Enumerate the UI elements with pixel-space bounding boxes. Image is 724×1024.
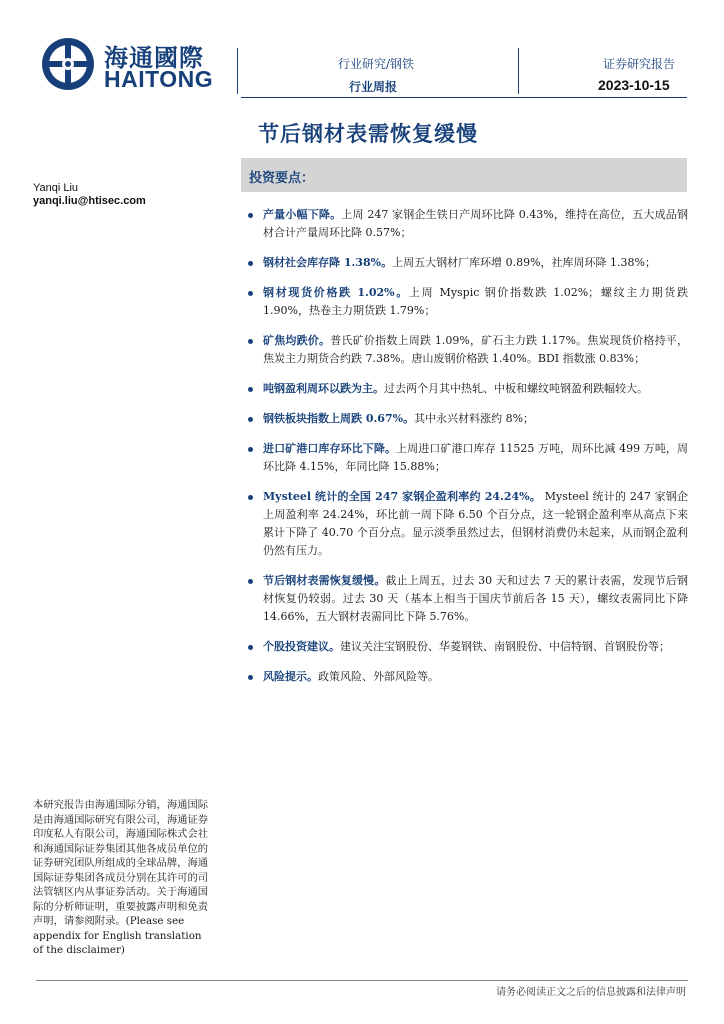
bullet-icon [248, 339, 253, 344]
author-block [33, 182, 146, 208]
bullet-heading: 吨钢盈利周环以跌为主。 [263, 382, 384, 395]
haitong-logo-icon [40, 36, 96, 92]
list-item [248, 206, 688, 242]
bullet-heading: 个股投资建议。 [263, 640, 340, 653]
bullet-text: 上周五大钢材厂库环增 0.89%，社库周环降 1.38%； [392, 256, 656, 269]
bullet-text: 截止上周五，过去 30 天和过去 7 天的累计表需，发现节后钢材恢复仍较弱。过去 30 天（基本上相当于国庆节前后各 15 天），螺纹表需同比下降 14.66%，五大钢材表需同比下降 5.76%。 [263, 574, 688, 623]
bullet-heading: 钢铁板块指数上周跌 0.67%。 [263, 412, 415, 425]
list-item [248, 572, 688, 626]
report-date: 2023-10-15 [598, 77, 670, 93]
list-item [248, 254, 688, 272]
bullet-icon [248, 387, 253, 392]
bullet-text: 上周 Myspic 钢价指数跌 1.02%；螺纹主力期货跌 1.90%，热卷主力期货跌 1.79%； [263, 286, 688, 317]
list-item [248, 410, 688, 428]
bullet-heading: 钢材社会库存降 1.38%。 [263, 256, 393, 269]
bullet-text: 上周 247 家钢企生铁日产周环比降 0.43%，维持在高位，五大成品钢材合计产量周环比降 0.57%； [263, 208, 688, 239]
logo-chinese-name: 海通國際 [104, 44, 204, 72]
list-item [248, 332, 688, 368]
bullet-text: 政策风险、外部风险等。 [318, 670, 439, 683]
disclaimer-text: 本研究报告由海通国际分销，海通国际是由海通国际研究有限公司，海通证券印度私人有限公司，海通国际株式会社和海通国际证券集团其他各成员单位的证券研究团队所组成的全球品牌，海通国际证券集团各成员分别在其许可的司法管辖区内从事证券活动。关于海通国际的分析师证明，重要披露声明和免责声明，请参阅附录。(Please see appendix for English translation of the disclaimer) [33, 799, 209, 956]
document-label: 证券研究报告 [603, 57, 676, 71]
bullet-icon [248, 579, 253, 584]
bullet-icon [248, 675, 253, 680]
section-title: 投资要点： [249, 171, 315, 186]
bullet-heading: 产量小幅下降。 [263, 208, 342, 221]
bullet-icon [248, 447, 253, 452]
bullet-text: 普氏矿价指数上周跌 1.09%，矿石主力跌 1.17%。焦炭现货价格持平，焦炭主力期货合约跌 7.38%。唐山废钢价格跌 1.40%。BDI 指数涨 0.83%； [263, 334, 689, 365]
bullet-heading: 风险提示。 [263, 670, 318, 683]
haitong-logo [40, 36, 220, 92]
header-divider [518, 48, 519, 94]
section-header [241, 158, 687, 192]
list-item [248, 638, 688, 656]
report-type: 行业周报 [349, 80, 398, 94]
list-item [248, 284, 688, 320]
list-item [248, 488, 688, 560]
footer-notice: 请务必阅读正文之后的信息披露和法律声明 [496, 987, 686, 998]
bullet-heading: Mysteel 统计的全国 247 家钢企盈利率约 24.24%。 [263, 490, 542, 503]
bullet-text: 过去两个月其中热轧、中板和螺纹吨钢盈利跌幅较大。 [384, 382, 648, 395]
bullet-text: 建议关注宝钢股份、华菱钢铁、南钢股份、中信特钢、首钢股份等； [340, 640, 670, 653]
bullet-icon [248, 261, 253, 266]
report-category: 行业研究/钢铁 [338, 57, 415, 71]
bullet-heading: 进口矿港口库存环比下降。 [263, 442, 397, 455]
bullet-text: 上周进口矿港口库存 11525 万吨，周环比减 499 万吨，周环比降 4.15%，年同比降 15.88%； [263, 442, 689, 473]
bullet-heading: 节后钢材表需恢复缓慢。 [263, 574, 386, 587]
list-item [248, 668, 688, 686]
bullet-icon [248, 213, 253, 218]
header-divider [237, 48, 238, 94]
author-email[interactable]: yanqi.liu@htisec.com [33, 195, 146, 207]
list-item [248, 380, 688, 398]
list-item [248, 440, 688, 476]
header-rule [241, 97, 687, 98]
report-title: 节后钢材表需恢复缓慢 [258, 121, 478, 146]
key-points-list [248, 206, 688, 698]
author-name: Yanqi Liu [33, 182, 79, 194]
bullet-icon [248, 417, 253, 422]
bullet-text: 其中永兴材料涨约 8%； [414, 412, 535, 425]
bullet-icon [248, 495, 253, 500]
bullet-text: Mysteel 统计的 247 家钢企上周盈利率 24.24%，环比前一周下降 6.50 个百分点，这一轮钢企盈利率从高点下来累计下降了 40.70 个百分点。显示淡季虽然过去，但钢材消费仍未起来，从而钢企盈利仍然有压力。 [263, 490, 689, 557]
bullet-heading: 钢材现货价格跌 1.02%。 [263, 286, 409, 299]
bullet-heading: 矿焦均跌价。 [263, 334, 331, 347]
footer-rule [36, 980, 688, 981]
logo-english-name: HAITONG [104, 66, 214, 92]
bullet-icon [248, 645, 253, 650]
bullet-icon [248, 291, 253, 296]
